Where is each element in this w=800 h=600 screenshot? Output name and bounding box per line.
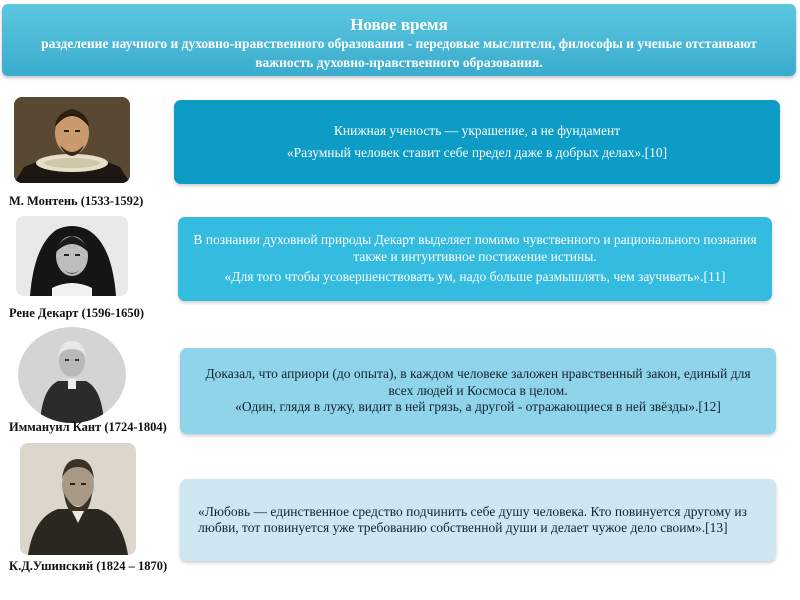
caption-ushinsky: К.Д.Ушинский (1824 – 1870) bbox=[9, 559, 168, 573]
ushinsky-line-1: «Любовь — единственное средство подчинить себе душу человека. Кто повинуется другому из любви, тот повинуется уже требованию собственной души и делает чужое дело своим».[13] bbox=[198, 503, 747, 535]
kant-quote-box bbox=[180, 348, 776, 434]
page-subtitle: разделение научного и духовно-нравственного образования - передовые мыслители, философы и ученые отстаивают важность духовно-нравственного образования. bbox=[41, 36, 757, 70]
descartes-line-2: «Для того чтобы усовершенствовать ум, надо больше размышлять, чем заучивать».[11] bbox=[224, 269, 726, 285]
caption-montaigne: М. Монтень (1533-1592) bbox=[9, 194, 144, 208]
portrait-descartes bbox=[16, 216, 128, 296]
ushinsky-quote-box bbox=[180, 479, 776, 561]
portrait-kant bbox=[18, 327, 126, 423]
caption-descartes: Рене Декарт (1596-1650) bbox=[9, 306, 144, 320]
header-banner bbox=[2, 4, 796, 76]
montaigne-line-2: «Разумный человек ставит себе предел даже в добрых делах».[10] bbox=[286, 145, 668, 160]
page-title: Новое время bbox=[350, 15, 448, 34]
montaigne-line-1: Книжная ученость — украшение, а не фундамент bbox=[333, 122, 621, 138]
montaigne-quote-box bbox=[174, 100, 780, 184]
portrait-ushinsky bbox=[20, 443, 136, 555]
descartes-quote-box bbox=[178, 217, 772, 301]
caption-kant: Иммануил Кант (1724-1804) bbox=[9, 420, 167, 434]
descartes-line-1: В познании духовной природы Декарт выделяет помимо чувственного и рационального познания также и интуитивное постижение истины. bbox=[193, 232, 757, 264]
kant-line-1: Доказал, что априори (до опыта), в каждом человеке заложен нравственный закон, единый для всех людей и Космоса в целом. bbox=[205, 366, 751, 398]
portrait-montaigne bbox=[14, 97, 130, 183]
kant-line-2: «Один, глядя в лужу, видит в ней грязь, а другой - отражающиеся в ней звёзды».[12] bbox=[235, 399, 721, 415]
